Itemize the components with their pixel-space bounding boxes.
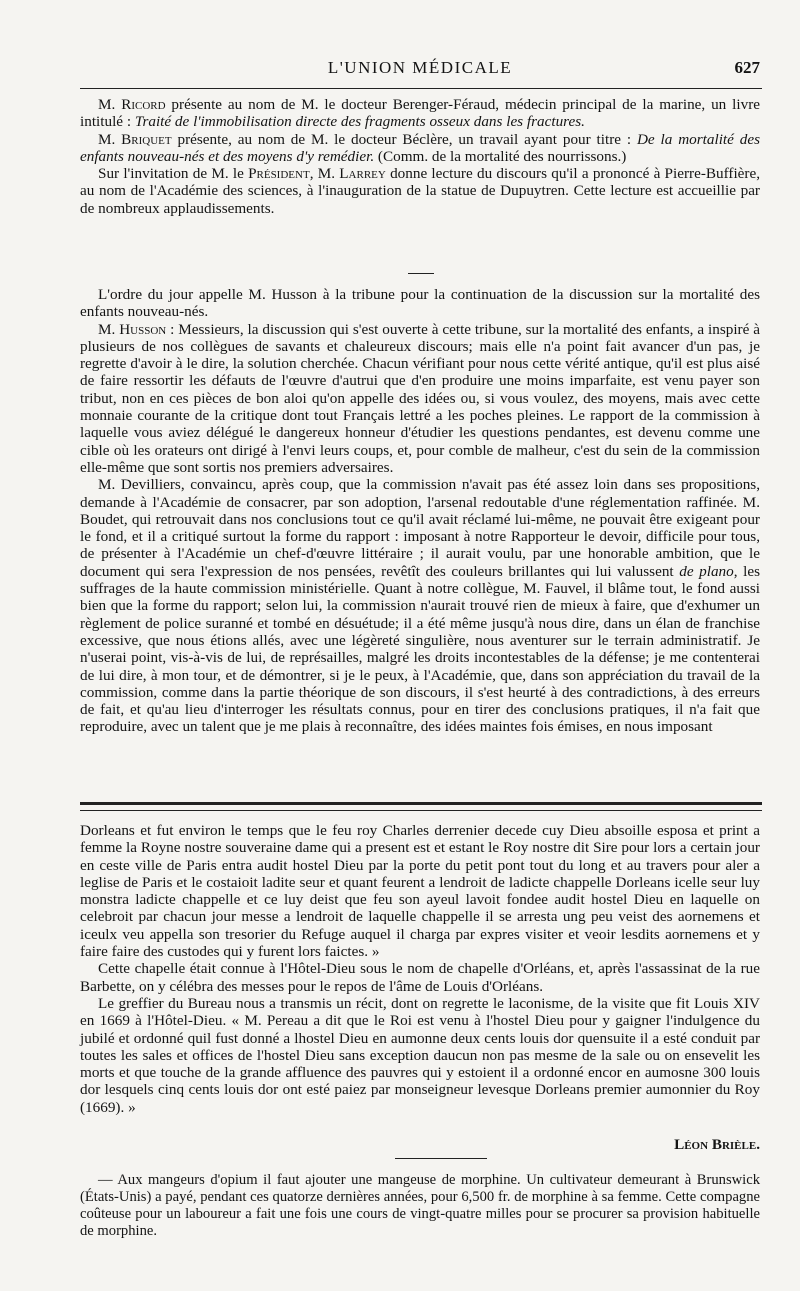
paragraph-devilliers [80,476,760,735]
page-number: 627 [734,58,760,77]
paragraph-text: : Messieurs, la discussion qui s'est ouverte à cette tribune, sur la mortalité des enfants, a inspiré à plusieurs de nos collègues de savants et chaleureux discours; mais elle n'a point fait avancer d'un pas, je regrette d'avoir à le dire, la solution cherchée. Chacun vérifiant pour nous cette vérité antique, qu'il est plus aisé de faire ressortir les défauts de l'œuvre d'autrui que d'en produire une moins imparfaite, est venu payer son tribut, non en ces pièces de bon aloi qu'on appelle des idées ou, si vous voulez, des moyens, mais avec cette monnaie courante de la critique dont tout Français lettré a les poches pleines. Le rapport de la commission à laquelle vous aviez délégué le dangereux honneur d'étudier les questions pendantes, est devenu comme une cible où les orateurs ont dirigé à l'envi leurs coups, et, pour comble de malheur, c'est du sein de la commission elle-même que sont sortis nos premiers adversaires. [80,320,760,476]
running-header [80,58,760,84]
academy-proceedings [80,96,760,217]
header-rule [80,88,762,89]
paragraph-morphine: — Aux mangeurs d'opium il faut ajouter une mangeuse de morphine. Un cultivateur demeurant à Brunswick (États-Unis) a payé, pendant ces quatorze dernières années, pour 6,500 fr. de morphine à sa femme. Cette compagne coûteuse pour un laboureur a fait une fois une cours de vingt-quatre milles pour se procurer sa provision habituelle de morphine. [80,1172,760,1239]
paragraph-chapelle: Cette chapelle était connue à l'Hôtel-Dieu sous le nom de chapelle d'Orléans, et, après l'assassinat de la rue Barbette, on y célébra des messes pour le repos de l'âme de Louis d'Orléans. [80,960,760,995]
paragraph-text: présente au nom de M. le docteur Berenger-Féraud, médecin principal de la marine, un livre intitulé : [80,96,760,131]
speaker-name: Larrey [339,165,386,183]
paragraph-briquet [80,131,760,166]
paragraph-text: présente, au nom de M. le docteur Béclère, un travail ayant pour titre : [171,130,637,148]
feuilleton-rule-thin [80,810,762,811]
paragraph-larrey [80,165,760,217]
latin-phrase: de plano [679,562,734,580]
paragraph-ricord [80,96,760,131]
speaker-name: M. Briquet [98,130,172,148]
paragraph-text: , M. [309,165,340,183]
section-divider [408,273,434,274]
discussion-section [80,286,760,736]
closing-rule [395,1158,487,1159]
paragraph-text: M. Devilliers, convaincu, après coup, que la commission n'avait pas été assez loin dans ses propositions, demande à l'Académie de consacrer, par son adoption, l'arsenal redoutable d'une réglementation raffinée. M. Boudet, qui retrouvait dans nos conclusions tout ce qu'il avait réclamé lui-même, ne pouvait être exigeant pour le fond, et il a critiqué surtout la forme du rapport : imposant à notre Rapporteur le devoir, difficile pour tous, de présenter à l'Académie un chef-d'œuvre littéraire ; il aurait voulu, par une honorable ambition, que le document qui sera l'expression de nos pensées, revêtît des couleurs brillantes qui lui valussent [80,476,760,580]
work-title: De la mortalité des enfants nouveau-nés et des moyens d'y remédier. [80,130,761,165]
paragraph-text: (Comm. de la mortalité des nourrissons.) [374,147,627,165]
news-item [80,1172,760,1240]
journal-title: L'UNION MÉDICALE [327,58,513,77]
speaker-name: M. Husson [98,320,167,338]
paragraph-old-french-quote: Dorleans et fut environ le temps que le feu roy Charles derrenier decede cuy Dieu absoille esposa et print a femme la Royne nostre souveraine dame qui a present est et estant le Roy nostre dit Sire pour lors a certain jour en ceste ville de Paris entra audit hostel Dieu par la porte du petit pont tout du long et au travers pour aler a leglise de Paris et le costaioit ladite seur et quant feurent a lendroit de ladicte chappelle Dorleans icelle seur luy monstra ladicte chappelle et ce luy deist que feu son ayeul lavoit fondee audit hostel Dieu en laquelle on celebroit par chacun jour messe a lendroit de laquelle chappelle il se arresta ung peu veist des aornemens et iceulx veu appella son tresorier du Refuge auquel il charga par expres visiter et veoir lesdits aornemens et y faire faire des custodes qui y furent lors faictes. » [80,822,760,961]
feuilleton-section [80,822,760,1116]
paragraph-text: , les suffrages de la haute commission ministérielle. Quant à notre collègue, M. Fauvel, il blâme tout, le fond aussi bien que la forme du rapport; selon lui, la commission n'aurait trouvé rien de mieux à faire, que d'exhumer un règlement de police suranné et tombé en désuétude; il a été même jusqu'à nous dire, dans un élan de franchise excessive, que nous étions allés, avec une légèreté singulière, nous aventurer sur le terrain administratif. Je n'userai point, vis-à-vis de lui, de représailles, malgré les droits incontestables de la défense; je me contenterai de lui dire, à mon tour, et de démontrer, si je le peux, à l'Académie, que, dans son appréciation du travail de la commission, comme dans la partie théorique de son discours, il s'est heurté à des contradictions, à des erreurs de fait, et qu'au lieu d'interroger les résultats connus, pour en tirer des conclusions pratiques, il n'a fait que reproduire, avec un talent que je me plais à reconnaître, des idées maintes fois émises, en nous imposant [80,562,760,736]
paragraph-louis-xiv: Le greffier du Bureau nous a transmis un récit, dont on regrette le laconisme, de la visite que fit Louis XIV en 1669 à l'Hôtel-Dieu. « M. Pereau a dit que le Roi est venu à l'hostel Dieu pour y gaigner l'indulgence du jubilé et ordonné quil fust donné a lhostel Dieu en aumonne deux cents louis dor quensuite il a esté conduit par toutes les sales et offices de l'hostel Dieu sans exception daucun non pas mesme de la sale ou on ensevelit les morts et que touche de la grande affluence des pauvres qui y estoient il a ordonné encor en aumosne 300 louis dor lesquels cinq cents louis dor ont esté paiez par monseigneur levesque Dorleans premier aumonnier du Roy (1669). » [80,994,760,1116]
paragraph-order-of-day: L'ordre du jour appelle M. Husson à la tribune pour la continuation de la discussion sur la mortalité des enfants nouveau-nés. [80,286,760,321]
paragraph-husson [80,321,760,477]
feuilleton-rule-thick [80,802,762,805]
author-signature: Léon Brièle. [674,1136,760,1153]
book-title: Traité de l'immobilisation directe des fragments osseux dans les fractures. [134,113,585,131]
president-title: Président [248,165,310,183]
paragraph-text: donne lecture du discours qu'il a prononcé à Pierre-Buffière, au nom de l'Académie des sciences, à l'inauguration de la statue de Dupuytren. Cette lecture est accueillie par de nombreux applaudissements. [80,165,760,217]
paragraph-text: Sur l'invitation de M. le [98,165,249,183]
speaker-name: M. Ricord [98,96,166,113]
